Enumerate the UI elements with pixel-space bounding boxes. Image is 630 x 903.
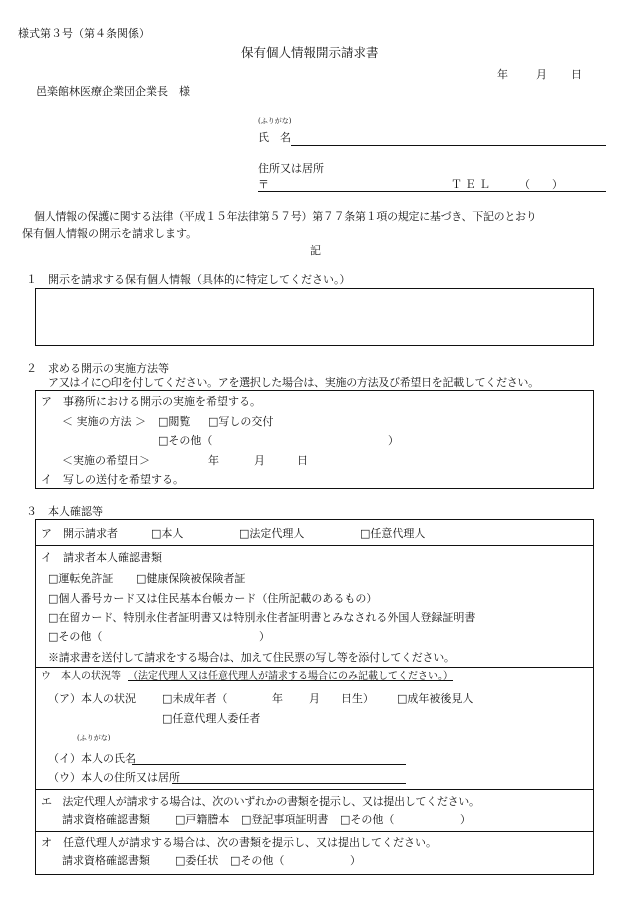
legal-agent-docs-label: 請求資格確認書類 <box>62 813 150 826</box>
registry-cert-checkbox[interactable]: □登記事項証明書 <box>241 813 329 826</box>
section1-requested-info-box[interactable] <box>35 288 594 346</box>
method-label: ＜ 実施の方法 ＞ <box>62 415 146 428</box>
principal-birth-year: 年 <box>272 692 283 705</box>
desired-date-month: 月 <box>254 454 265 467</box>
intro-line-1: 個人情報の保護に関する法律（平成１５年法律第５７号）第７７条第１項の規定に基づき、下記のとおり <box>34 210 537 223</box>
legal-agent-instruction: エ 法定代理人が請求する場合は、次のいずれかの書類を提示し、又は提出してください。 <box>41 795 480 808</box>
requester-voluntary-agent-checkbox[interactable]: □任意代理人 <box>360 527 426 540</box>
principal-minor-checkbox[interactable]: □未成年者（ <box>162 692 228 705</box>
legal-other-checkbox[interactable]: □その他（ <box>340 813 395 826</box>
addressee: 邑楽館林医療企業団企業長 様 <box>36 85 190 98</box>
power-of-attorney-checkbox[interactable]: □委任状 <box>175 854 219 867</box>
postal-mark: 〒 <box>258 178 269 191</box>
date-month: 月 <box>536 68 547 81</box>
method-other-close: ） <box>388 434 399 447</box>
id-other-close: ） <box>259 630 270 643</box>
desired-date-year: 年 <box>208 454 219 467</box>
row-divider <box>35 831 594 832</box>
requester-address-field[interactable] <box>258 191 606 192</box>
requester-address-label: 住所又は居所 <box>258 162 324 175</box>
requester-self-checkbox[interactable]: □本人 <box>151 527 184 540</box>
requester-type-label: ア 開示請求者 <box>41 527 118 540</box>
id-mynumber-card-checkbox[interactable]: □個人番号カード又は住民基本台帳カード（住所記載のあるもの） <box>48 592 378 605</box>
voluntary-other-checkbox[interactable]: □その他（ <box>230 854 285 867</box>
koseki-checkbox[interactable]: □戸籍謄本 <box>175 813 230 826</box>
date-year: 年 <box>497 68 508 81</box>
id-driver-license-checkbox[interactable]: □運転免許証 <box>48 572 114 585</box>
id-other-checkbox[interactable]: □その他（ <box>48 630 103 643</box>
requester-legal-agent-checkbox[interactable]: □法定代理人 <box>239 527 305 540</box>
principal-name-field[interactable] <box>132 764 406 765</box>
option-a-office[interactable]: ア 事務所における開示の実施を希望する。 <box>41 395 261 408</box>
row-divider <box>35 789 594 790</box>
principal-name-label: （イ）本人の氏名 <box>48 752 136 765</box>
ki-heading: 記 <box>310 244 321 257</box>
principal-birth-month: 月 <box>309 692 320 705</box>
desired-date-label: ＜実施の希望日＞ <box>62 454 150 467</box>
requester-name-field[interactable] <box>291 145 606 146</box>
principal-birth-day: 日生） <box>341 692 374 705</box>
method-copy-checkbox[interactable]: □写しの交付 <box>208 415 274 428</box>
section2-heading: ２ 求める開示の実施方法等 <box>26 362 169 375</box>
id-residence-card-checkbox[interactable]: □在留カード、特別永住者証明書又は特別永住者証明書とみなされる外国人登録証明書 <box>48 611 476 624</box>
intro-line-2: 保有個人情報の開示を請求します。 <box>22 227 198 240</box>
voluntary-agent-docs-label: 請求資格確認書類 <box>62 854 150 867</box>
section2-instruction: ア又はイに○印を付してください。アを選択した場合は、実施の方法及び希望日を記載してください。 <box>48 376 539 389</box>
section1-heading: １ 開示を請求する保有個人情報（具体的に特定してください。） <box>26 273 351 286</box>
section3-heading: ３ 本人確認等 <box>26 505 103 518</box>
tel-label: ＴＥＬ <box>451 178 493 191</box>
legal-other-close: ） <box>460 813 471 826</box>
requester-name-label: 氏 名 <box>258 131 291 144</box>
desired-date-day: 日 <box>297 454 308 467</box>
requester-furigana-label: (ふりがな) <box>258 117 292 125</box>
voluntary-agent-instruction: オ 任意代理人が請求する場合は、次の書類を提示し、又は提出してください。 <box>41 836 437 849</box>
principal-voluntary-principal-checkbox[interactable]: □任意代理人委任者 <box>162 712 261 725</box>
row-divider <box>35 667 594 668</box>
id-health-insurance-checkbox[interactable]: □健康保険被保険者証 <box>136 572 246 585</box>
voluntary-other-close: ） <box>350 854 361 867</box>
row-divider <box>35 545 594 546</box>
page-title: 保有個人情報開示請求書 <box>241 45 379 60</box>
principal-situation-label: （ア）本人の状況 <box>48 692 136 705</box>
principal-address-field[interactable] <box>172 783 406 784</box>
option-i-mail[interactable]: イ 写しの送付を希望する。 <box>41 473 184 486</box>
method-other-checkbox[interactable]: □その他（ <box>158 434 213 447</box>
principal-status-note: （法定代理人又は任意代理人が請求する場合にのみ記載してください。） <box>128 671 453 682</box>
principal-furigana-label: (ふりがな) <box>77 734 111 742</box>
principal-status-label: ウ 本人の状況等 <box>41 671 121 682</box>
principal-adult-ward-checkbox[interactable]: □成年被後見人 <box>397 692 474 705</box>
method-view-checkbox[interactable]: □閲覧 <box>158 415 191 428</box>
id-docs-label: イ 請求者本人確認書類 <box>41 551 162 564</box>
id-mail-note: ※請求書を送付して請求をする場合は、加えて住民票の写し等を添付してください。 <box>48 651 455 664</box>
tel-area-paren: （ ） <box>519 178 563 191</box>
form-number: 様式第３号（第４条関係） <box>18 27 150 40</box>
date-day: 日 <box>571 68 582 81</box>
principal-address-label: （ウ）本人の住所又は居所 <box>48 771 180 784</box>
